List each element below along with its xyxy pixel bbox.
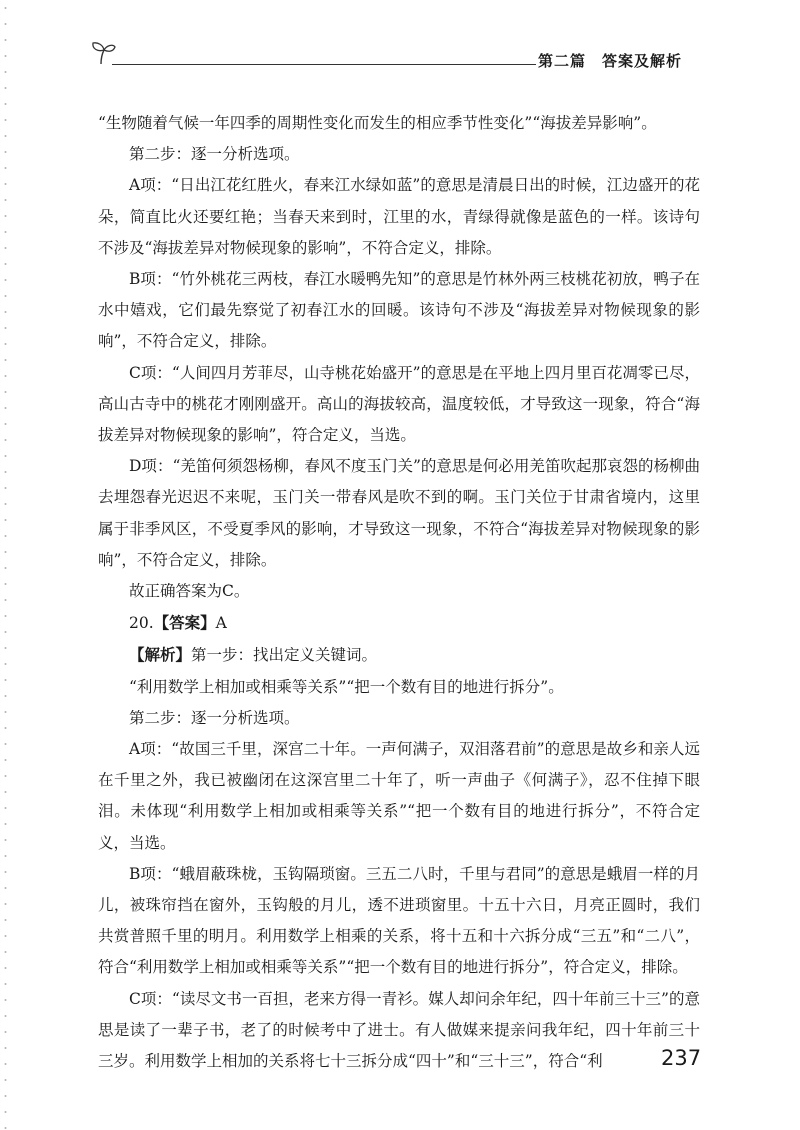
question-number: 20.	[129, 614, 154, 633]
section-title: 第二篇 答案及解析	[538, 52, 683, 70]
answer-label: 【答案】	[153, 613, 216, 633]
paragraph: C项：“读尽文书一百担，老来方得一青衫。媒人却问余年纪，四十年前三十三”的意思是读了一辈子书，老了的时候考中了进士。有人做媒来提亲问我年纪，四十年前三十三岁。利用数学上相加的关系将七十三拆分成“四十”和“三十三”，符合“利	[98, 989, 700, 1071]
analysis-label: 【解析】	[129, 645, 192, 665]
binding-edge	[4, 0, 7, 1130]
question-20-answer	[98, 607, 700, 639]
page-body	[98, 108, 700, 1077]
paragraph: “生物随着气候一年四季的周期性变化而发生的相应季节性变化”“海拔差异影响”。	[98, 114, 657, 132]
sprout-icon	[88, 36, 118, 66]
page-number: 237	[661, 1046, 702, 1070]
question-20-analysis	[98, 639, 700, 671]
header-rule	[112, 64, 536, 65]
paragraph: 第二步：逐一分析选项。	[129, 145, 300, 164]
paragraph: C项：“人间四月芳菲尽，山寺桃花始盛开”的意思是在平地上四月里百花凋零已尽，高山古寺中的桃花才刚刚盛开。高山的海拔较高，温度较低，才导致这一现象，符合“海拔差异对物候现象的影响”，符合定义，当选。	[98, 363, 700, 445]
paragraph: B项：“蛾眉蔽珠栊，玉钩隔琐窗。三五二八时，千里与君同”的意思是蛾眉一样的月儿，被珠帘挡在窗外，玉钩般的月儿，透不进琐窗里。十五十六日，月亮正圆时，我们共赏普照千里的明月。利用数学上相乘的关系，将十五和十六拆分成“三五”和“二八”，符合“利用数学上相加或相乘等关系”“把一个数有目的地进行拆分”，符合定义，排除。	[98, 864, 700, 977]
paragraph: 故正确答案为C。	[129, 582, 250, 601]
paragraph: A项：“故国三千里，深宫二十年。一声何满子，双泪落君前”的意思是故乡和亲人远在千里之外，我已被幽闭在这深宫里二十年了，听一声曲子《何满子》，忍不住掉下眼泪。未体现“利用数学上相加或相乘等关系”“把一个数有目的地进行拆分”，不符合定义，当选。	[98, 740, 700, 852]
answer-value: A	[215, 614, 227, 633]
paragraph: A项：“日出江花红胜火，春来江水绿如蓝”的意思是清晨日出的时候，江边盛开的花朵，简直比火还要红艳；当春天来到时，江里的水，青绿得就像是蓝色的一样。该诗句不涉及“海拔差异对物候现象的影响”，不符合定义，排除。	[98, 176, 700, 257]
page-header	[0, 0, 800, 80]
analysis-text: 第一步：找出定义关键词。	[191, 646, 378, 665]
paragraph: B项：“竹外桃花三两枝，春江水暖鸭先知”的意思是竹林外两三枝桃花初放，鸭子在水中嬉戏，它们最先察觉了初春江水的回暖。该诗句不涉及“海拔差异对物候现象的影响”，不符合定义，排除。	[98, 270, 700, 351]
paragraph: “利用数学上相加或相乘等关系”“把一个数有目的地进行拆分”。	[129, 677, 564, 696]
paragraph: 第二步：逐一分析选项。	[129, 708, 300, 727]
paragraph: D项：“羌笛何须怨杨柳，春风不度玉门关”的意思是何必用羌笛吹起那哀怨的杨柳曲去埋怨春光迟迟不来呢，玉门关一带春风是吹不到的啊。玉门关位于甘肃省境内，这里属于非季风区，不受夏季风的影响，才导致这一现象，不符合“海拔差异对物候现象的影响”，不符合定义，排除。	[98, 457, 700, 569]
